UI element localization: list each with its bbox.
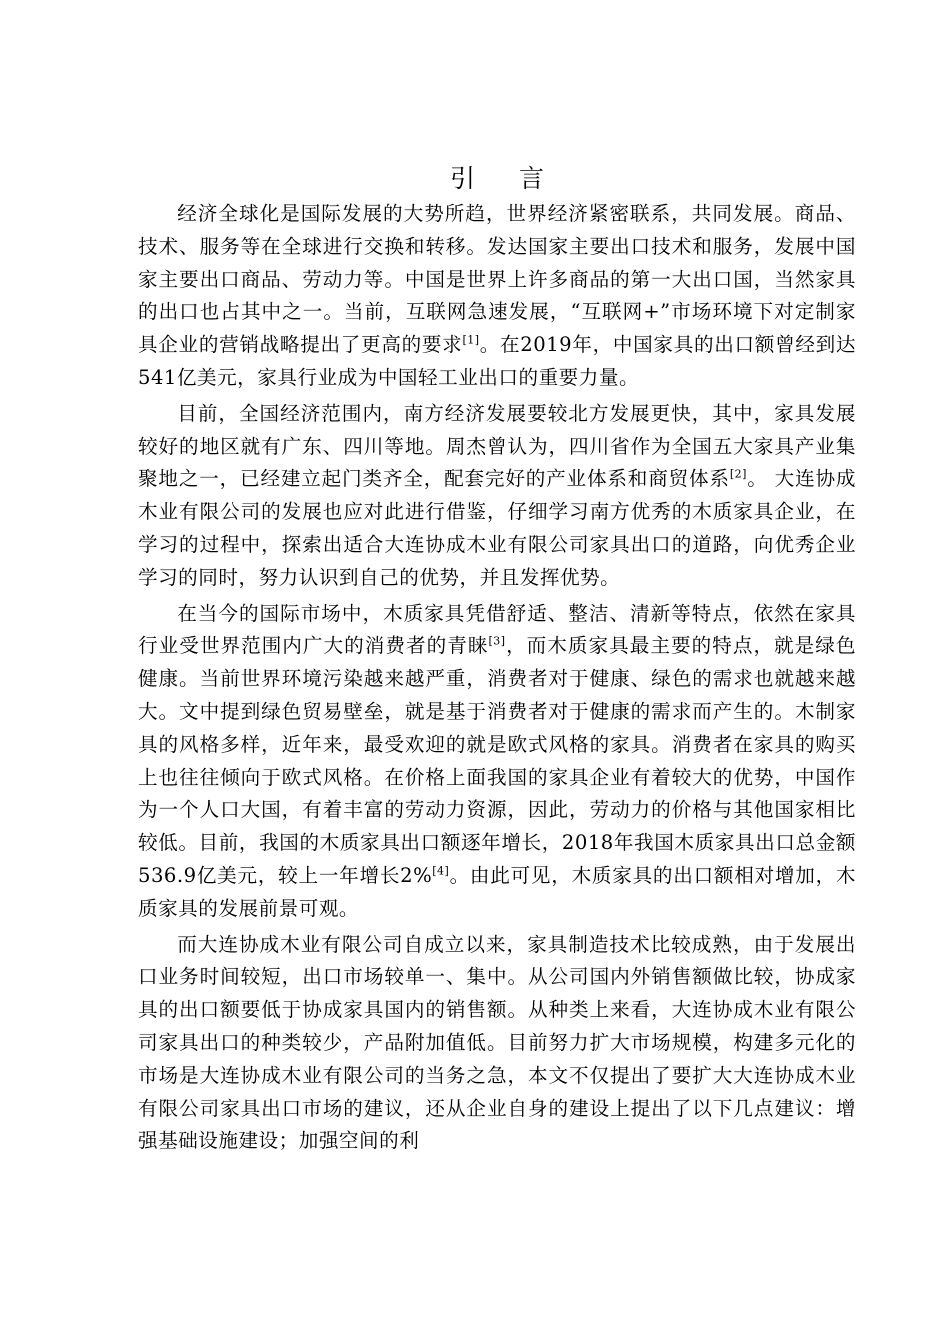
citation-ref-3: [3] xyxy=(488,634,506,648)
document-page xyxy=(138,160,856,1158)
paragraph-text: 。在2019年，中国家具的出口额曾经到达541亿美元，家具行业成为中国轻工业出口的重要力量。 xyxy=(138,333,857,389)
paragraph-text: 而大连协成木业有限公司自成立以来，家具制造技术比较成熟，由于发展出口业务时间较短，出口市场较单一、集中。从公司国内外销售额做比较，协成家具的出口额要低于协成家具国内的销售额。从种类上来看，大连协成木业有限公司家具出口的种类较少，产品附加值低。目前努力扩大市场规模，构建多元化的市场是大连协成木业有限公司的当务之急，本文不仅提出了要扩大大连协成木业有限公司家具出口市场的建议，还从企业自身的建设上提出了以下几点建议：增强基础设施建设；加强空间的利 xyxy=(138,932,856,1153)
citation-ref-2: [2] xyxy=(729,467,747,481)
citation-ref-1: [1] xyxy=(462,333,480,347)
citation-ref-4: [4] xyxy=(432,864,450,878)
paragraph-3 xyxy=(138,598,856,926)
section-title: 引言 xyxy=(449,164,588,193)
paragraph-4 xyxy=(138,929,856,1159)
paragraph-2 xyxy=(138,398,856,595)
paragraph-text: 。由此可见，木质家具的出口额相对增加，木质家具的发展前景可观。 xyxy=(138,863,856,920)
paragraph-text: 。 大连协成木业有限公司的发展也应对此进行借鉴，仔细学习南方优秀的木质家具企业，在学习的过程中，探索出适合大连协成木业有限公司家具出口的道路，向优秀企业学习的同时，努力认识到自己的优势，并且发挥优势。 xyxy=(138,467,857,589)
paragraph-text: 经济全球化是国际发展的大势所趋，世界经济紧密联系，共同发展。商品、技术、服务等在全球进行交换和转移。发达国家主要出口技术和服务，发展中国家主要出口商品、劳动力等。中国是世界上许多商品的第一大出口国，当然家具的出口也占其中之一。当前，互联网急速发展，“互联网+”市场环境下对定制家具企业的营销战略提出了更高的要求 xyxy=(138,202,856,357)
paragraph-text: 在当今的国际市场中，木质家具凭借舒适、整洁、清新等特点，依然在家具行业受世界范围内广大的消费者的青睐 xyxy=(138,601,856,658)
paragraph-1 xyxy=(138,198,856,395)
paragraph-text: 目前，全国经济范围内，南方经济发展要较北方发展更快，其中，家具发展较好的地区就有广东、四川等地。周杰曾认为，四川省作为全国五大家具产业集聚地之一，已经建立起门类齐全，配套完好的产业体系和商贸体系 xyxy=(138,401,856,491)
paragraph-text: ，而木质家具最主要的特点，就是绿色健康。当前世界环境污染越来越严重，消费者对于健康、绿色的需求也就越来越大。文中提到绿色贸易壁垒，就是基于消费者对于健康的需求而产生的。木制家具的风格多样，近年来，最受欢迎的就是欧式风格的家具。消费者在家具的购买上也往往倾向于欧式风格。在价格上面我国的家具企业有着较大的优势，中国作为一个人口大国，有着丰富的劳动力资源，因此，劳动力的价格与其他国家相比较低。目前，我国的木质家具出口额逐年增长，2018年我国木质家具出口总金额536.9亿美元，较上一年增长2% xyxy=(138,634,856,887)
